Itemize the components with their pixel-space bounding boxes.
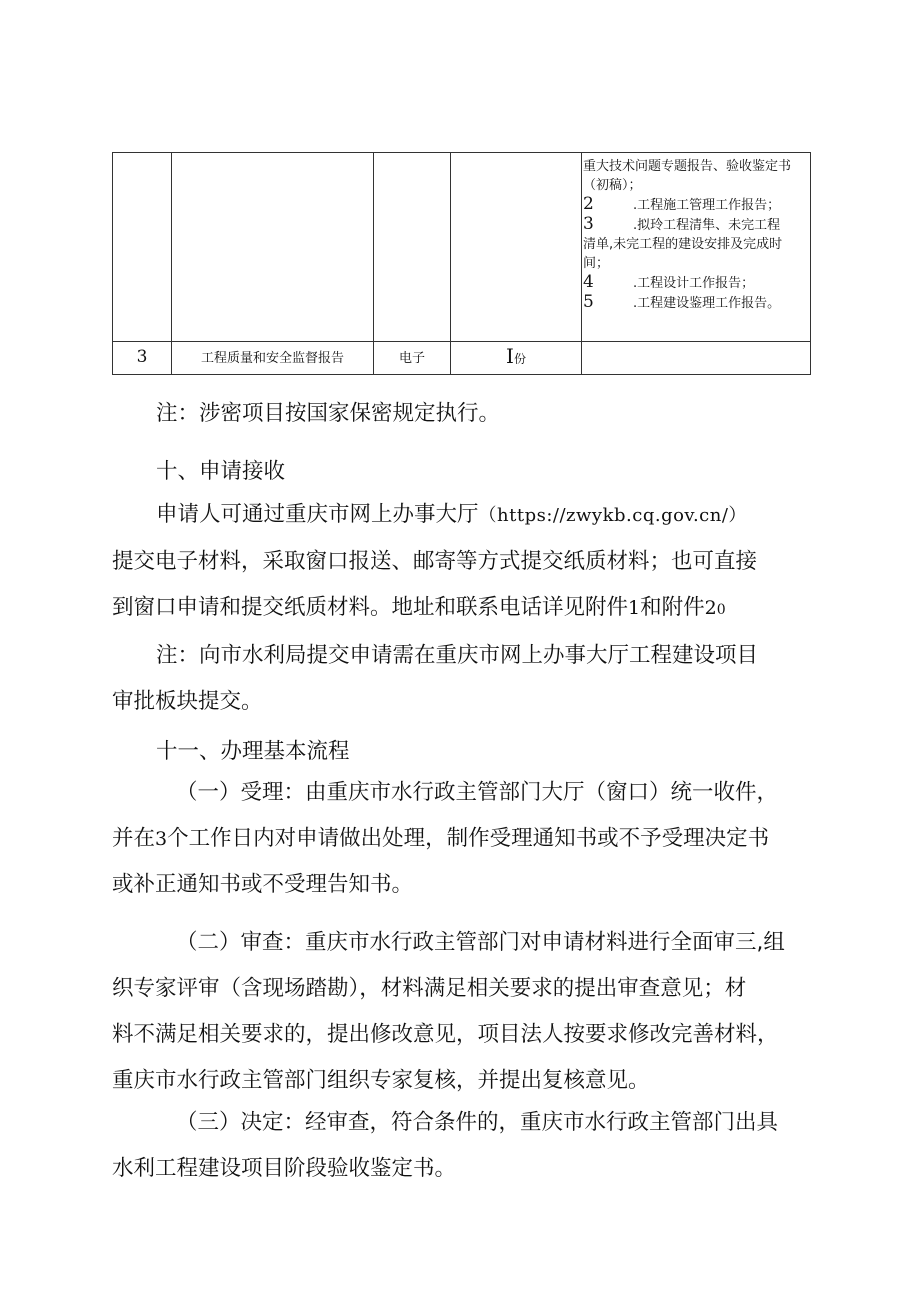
service-hall-url[interactable]: （https://zwykb.cq.gov.cn/） — [478, 505, 747, 526]
section-11-step-3: （三）决定：经审查，符合条件的，重庆市水行政主管部门出具 水利工程建设项目阶段验收鉴定书。 — [112, 1110, 779, 1181]
section-10-paragraph: 申请人可通过重庆市网上办事大厅（https://zwykb.cq.gov.cn/） 提交电子材料，采取窗口报送、邮寄等方式提交纸质材料；也可直接 到窗口申请和提交纸质材料。地址和联系电话详见附件1和附件20 注：向市水利局提交申请需在重庆市网上办事大厅工程建设项目 审批板块提交。 — [112, 502, 759, 714]
table-row — [113, 342, 811, 375]
note-line: 2 .工程施工管理工作报告； — [583, 195, 781, 214]
note-line: 清单,未完工程的建设安排及完成时 — [583, 237, 783, 252]
materials-table — [112, 152, 811, 375]
section-11-heading: 十一、办理基本流程 — [156, 739, 350, 764]
note-line: 4 .工程设计工作报告； — [583, 273, 755, 292]
table-row — [113, 153, 811, 342]
table-cell-copies — [451, 153, 582, 342]
note-line: 间； — [583, 256, 610, 271]
table-cell-copies: I份 — [451, 342, 582, 375]
table-cell-notes — [582, 153, 811, 342]
table-cell-name: 工程质量和安全监督报告 — [172, 342, 374, 375]
table-cell-format — [374, 153, 451, 342]
section-11-step-2: （二）审查：重庆市水行政主管部门对申请材料进行全面审三,组 织专家评审（含现场踏勘），材料满足相关要求的提出审查意见；材 料不满足相关要求的，提出修改意见，项目法人按要求修改完善材料， 重庆市水行政主管部门组织专家复核，并提出复核意见。 — [112, 930, 785, 1093]
section-11-step-1: （一）受理：由重庆市水行政主管部门大厅（窗口）统一收件， 并在3个工作日内对申请做出处理，制作受理通知书或不予受理决定书 或补正通知书或不受理告知书。 — [112, 780, 779, 897]
table-cell-index: 3 — [113, 342, 172, 375]
note-line: （初稿）； — [583, 178, 642, 193]
table-cell-index — [113, 153, 172, 342]
table-cell-format: 电子 — [374, 342, 451, 375]
table-cell-name — [172, 153, 374, 342]
section-10-heading: 十、申请接收 — [156, 459, 286, 484]
note-line: 3 .拟玲工程清隼、未完工程 — [583, 215, 781, 234]
table-cell-notes — [582, 342, 811, 375]
note-line: 重大技术问题专题报告、验收鉴定书 — [583, 159, 792, 174]
note-line: 5 .工程建设鉴理工作报告。 — [583, 293, 781, 312]
confidential-note: 注：涉密项目按国家保密规定执行。 — [156, 401, 501, 426]
